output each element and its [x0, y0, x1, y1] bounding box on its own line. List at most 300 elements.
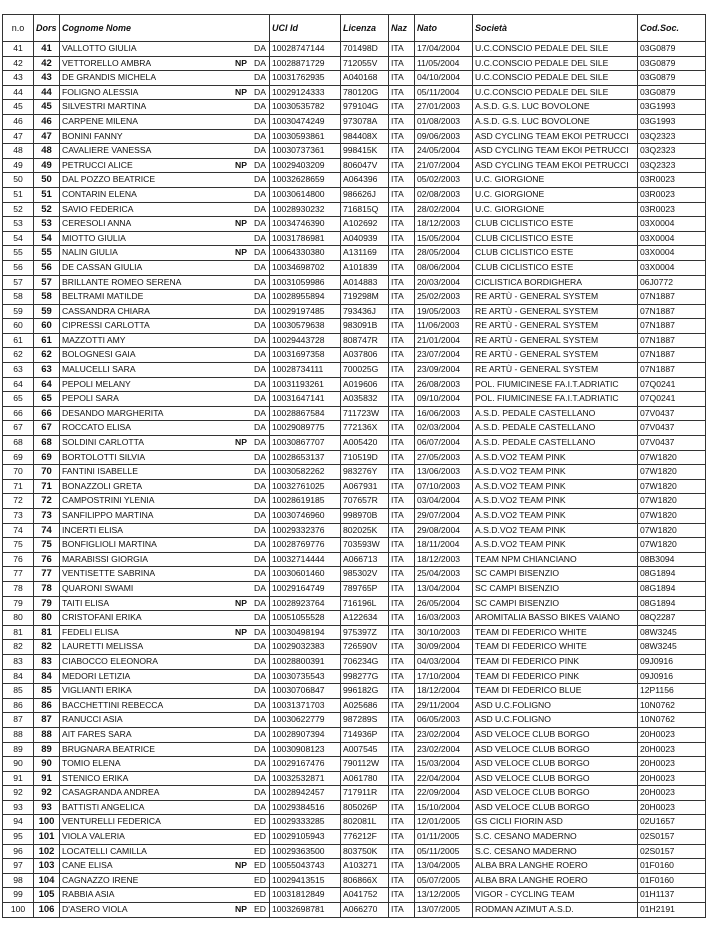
cell-no: 44 — [3, 85, 34, 100]
cell-licenza: 711723W — [341, 406, 389, 421]
cell-cod-soc: 07W1820 — [638, 523, 706, 538]
cell-licenza: 793436J — [341, 304, 389, 319]
cell-no: 66 — [3, 406, 34, 421]
category: ED — [254, 860, 266, 871]
category: DA — [254, 145, 266, 156]
cell-licenza: 986626J — [341, 187, 389, 202]
cell-cod-soc: 03R0023 — [638, 187, 706, 202]
header-uci-id: UCI Id — [270, 15, 341, 42]
rider-name: BELTRAMI MATILDE — [62, 291, 144, 302]
table-row — [3, 888, 706, 903]
np-flag: NP — [235, 159, 247, 170]
cell-naz: ITA — [389, 290, 415, 305]
cell-no: 59 — [3, 304, 34, 319]
cell-societa: TEAM DI FEDERICO BLUE — [473, 684, 638, 699]
table-row — [3, 71, 706, 86]
cell-no: 91 — [3, 771, 34, 786]
table-row — [3, 596, 706, 611]
cell-dors: 84 — [34, 669, 60, 684]
cell-naz: ITA — [389, 669, 415, 684]
cell-dors: 103 — [34, 859, 60, 874]
cell-societa: CLUB CICLISTICO ESTE — [473, 246, 638, 261]
cell-societa: TEAM DI FEDERICO WHITE — [473, 640, 638, 655]
category: DA — [254, 101, 266, 112]
cell-name — [60, 596, 270, 611]
category: DA — [254, 422, 266, 433]
cell-nato: 22/04/2004 — [415, 771, 473, 786]
cell-no: 80 — [3, 611, 34, 626]
cell-licenza: 975397Z — [341, 625, 389, 640]
cell-no: 81 — [3, 625, 34, 640]
cell-societa: RE ARTÙ - GENERAL SYSTEM — [473, 290, 638, 305]
rider-name: PEPOLI MELANY — [62, 378, 131, 389]
category: DA — [254, 524, 266, 535]
cell-cod-soc: 08G1894 — [638, 581, 706, 596]
cell-cod-soc: 07Q0241 — [638, 377, 706, 392]
cell-licenza: A040939 — [341, 231, 389, 246]
cell-cod-soc: 01H1137 — [638, 888, 706, 903]
cell-no: 65 — [3, 392, 34, 407]
cell-name — [60, 290, 270, 305]
cell-dors: 71 — [34, 479, 60, 494]
category: DA — [254, 655, 266, 666]
cell-cod-soc: 07V0437 — [638, 421, 706, 436]
rider-name: NALIN GIULIA — [62, 247, 118, 258]
cell-naz: ITA — [389, 903, 415, 918]
rider-name: FOLIGNO ALESSIA — [62, 86, 139, 97]
table-row — [3, 129, 706, 144]
cell-no: 76 — [3, 552, 34, 567]
table-row — [3, 144, 706, 159]
cell-dors: 59 — [34, 304, 60, 319]
cell-name — [60, 144, 270, 159]
category: ED — [254, 904, 266, 915]
cell-no: 99 — [3, 888, 34, 903]
cell-cod-soc: 09J0916 — [638, 654, 706, 669]
cell-name — [60, 158, 270, 173]
cell-licenza: A014883 — [341, 275, 389, 290]
cell-no: 96 — [3, 844, 34, 859]
cell-dors: 74 — [34, 523, 60, 538]
cell-societa: ASD VELOCE CLUB BORGO — [473, 800, 638, 815]
cell-no: 60 — [3, 319, 34, 334]
table-row — [3, 713, 706, 728]
cell-dors: 61 — [34, 333, 60, 348]
cell-no: 69 — [3, 450, 34, 465]
cell-uci-id: 10029124333 — [270, 85, 341, 100]
cell-no: 95 — [3, 830, 34, 845]
cell-dors: 52 — [34, 202, 60, 217]
cell-licenza: 700025G — [341, 363, 389, 378]
cell-name — [60, 771, 270, 786]
cell-name — [60, 757, 270, 772]
cell-licenza: A005420 — [341, 436, 389, 451]
cell-dors: 102 — [34, 844, 60, 859]
cell-licenza: A019606 — [341, 377, 389, 392]
cell-uci-id: 10028653137 — [270, 450, 341, 465]
cell-name — [60, 465, 270, 480]
cell-licenza: 803750K — [341, 844, 389, 859]
cell-no: 88 — [3, 727, 34, 742]
rider-name: BACCHETTINI REBECCA — [62, 699, 164, 710]
cell-licenza: A037806 — [341, 348, 389, 363]
category: ED — [254, 831, 266, 842]
category: DA — [254, 188, 266, 199]
table-row — [3, 231, 706, 246]
cell-societa: U.C.CONSCIO PEDALE DEL SILE — [473, 85, 638, 100]
cell-uci-id: 10029443728 — [270, 333, 341, 348]
cell-cod-soc: 03G0879 — [638, 42, 706, 57]
cell-name — [60, 523, 270, 538]
rider-name: DAL POZZO BEATRICE — [62, 174, 156, 185]
table-row — [3, 830, 706, 845]
cell-naz: ITA — [389, 859, 415, 874]
category: DA — [254, 437, 266, 448]
table-row — [3, 290, 706, 305]
category: ED — [254, 874, 266, 885]
cell-dors: 53 — [34, 217, 60, 232]
cell-dors: 72 — [34, 494, 60, 509]
cell-name — [60, 392, 270, 407]
np-flag: NP — [235, 904, 247, 915]
cell-uci-id: 10030737361 — [270, 144, 341, 159]
cell-dors: 92 — [34, 786, 60, 801]
cell-naz: ITA — [389, 202, 415, 217]
cell-name — [60, 800, 270, 815]
category: ED — [254, 845, 266, 856]
category: DA — [254, 553, 266, 564]
cell-nato: 18/11/2004 — [415, 538, 473, 553]
rider-name: VENTISETTE SABRINA — [62, 568, 156, 579]
cell-cod-soc: 03Q2323 — [638, 158, 706, 173]
cell-societa: A.S.D. G.S. LUC BOVOLONE — [473, 100, 638, 115]
cell-licenza: A102692 — [341, 217, 389, 232]
cell-name — [60, 319, 270, 334]
cell-name — [60, 231, 270, 246]
cell-licenza: 998415K — [341, 144, 389, 159]
cell-licenza: A101839 — [341, 260, 389, 275]
cell-no: 89 — [3, 742, 34, 757]
cell-nato: 29/11/2004 — [415, 698, 473, 713]
cell-no: 55 — [3, 246, 34, 261]
cell-naz: ITA — [389, 158, 415, 173]
cell-cod-soc: 07N1887 — [638, 290, 706, 305]
cell-naz: ITA — [389, 217, 415, 232]
category: DA — [254, 407, 266, 418]
cell-dors: 73 — [34, 509, 60, 524]
cell-naz: ITA — [389, 654, 415, 669]
table-row — [3, 158, 706, 173]
cell-name — [60, 640, 270, 655]
cell-dors: 41 — [34, 42, 60, 57]
category: DA — [254, 349, 266, 360]
cell-cod-soc: 20H0023 — [638, 757, 706, 772]
cell-dors: 83 — [34, 654, 60, 669]
cell-nato: 17/04/2004 — [415, 42, 473, 57]
cell-societa: A.S.D.VO2 TEAM PINK — [473, 465, 638, 480]
cell-no: 87 — [3, 713, 34, 728]
cell-uci-id: 10029167476 — [270, 757, 341, 772]
cell-licenza: 983091B — [341, 319, 389, 334]
cell-no: 41 — [3, 42, 34, 57]
cell-cod-soc: 07W1820 — [638, 538, 706, 553]
cell-societa: U.C.CONSCIO PEDALE DEL SILE — [473, 42, 638, 57]
cell-nato: 04/03/2004 — [415, 654, 473, 669]
cell-dors: 65 — [34, 392, 60, 407]
cell-naz: ITA — [389, 392, 415, 407]
cell-name — [60, 815, 270, 830]
cell-societa: ASD VELOCE CLUB BORGO — [473, 757, 638, 772]
header-name: Cognome Nome — [60, 15, 270, 42]
cell-no: 75 — [3, 538, 34, 553]
cell-uci-id: 10031697358 — [270, 348, 341, 363]
cell-naz: ITA — [389, 786, 415, 801]
cell-licenza: 710519D — [341, 450, 389, 465]
cell-name — [60, 479, 270, 494]
cell-uci-id: 10029105943 — [270, 830, 341, 845]
cell-uci-id: 10028867584 — [270, 406, 341, 421]
cell-dors: 67 — [34, 421, 60, 436]
cell-nato: 05/07/2005 — [415, 873, 473, 888]
rider-name: DE GRANDIS MICHELA — [62, 72, 157, 83]
category: ED — [254, 816, 266, 827]
cell-no: 93 — [3, 800, 34, 815]
cell-no: 92 — [3, 786, 34, 801]
rider-name: RABBIA ASIA — [62, 889, 115, 900]
start-list-table — [2, 14, 706, 918]
table-row — [3, 479, 706, 494]
cell-naz: ITA — [389, 260, 415, 275]
cell-no: 46 — [3, 114, 34, 129]
cell-no: 74 — [3, 523, 34, 538]
cell-licenza: A035832 — [341, 392, 389, 407]
np-flag: NP — [235, 247, 247, 258]
rider-name: CARPENE MILENA — [62, 115, 138, 126]
rider-name: D'ASERO VIOLA — [62, 904, 128, 915]
header-no: n.o — [3, 15, 34, 42]
cell-licenza: 998970B — [341, 509, 389, 524]
cell-uci-id: 10030746960 — [270, 509, 341, 524]
cell-dors: 54 — [34, 231, 60, 246]
cell-dors: 89 — [34, 742, 60, 757]
cell-cod-soc: 03G0879 — [638, 85, 706, 100]
cell-cod-soc: 03Q2323 — [638, 129, 706, 144]
np-flag: NP — [235, 86, 247, 97]
rider-name: VALLOTTO GIULIA — [62, 43, 137, 53]
cell-naz: ITA — [389, 538, 415, 553]
cell-cod-soc: 07N1887 — [638, 363, 706, 378]
table-row — [3, 903, 706, 918]
cell-name — [60, 363, 270, 378]
table-row — [3, 465, 706, 480]
cell-societa: A.S.D. PEDALE CASTELLANO — [473, 421, 638, 436]
cell-uci-id: 10028923764 — [270, 596, 341, 611]
cell-nato: 23/07/2004 — [415, 348, 473, 363]
cell-nato: 23/02/2004 — [415, 727, 473, 742]
cell-dors: 43 — [34, 71, 60, 86]
cell-cod-soc: 07W1820 — [638, 465, 706, 480]
table-row — [3, 333, 706, 348]
cell-dors: 85 — [34, 684, 60, 699]
category: DA — [254, 801, 266, 812]
cell-cod-soc: 07V0437 — [638, 406, 706, 421]
cell-naz: ITA — [389, 873, 415, 888]
cell-uci-id: 10064330380 — [270, 246, 341, 261]
cell-uci-id: 10032698781 — [270, 903, 341, 918]
cell-nato: 01/08/2003 — [415, 114, 473, 129]
cell-nato: 15/03/2004 — [415, 757, 473, 772]
table-row — [3, 450, 706, 465]
cell-uci-id: 10032628659 — [270, 173, 341, 188]
cell-nato: 21/07/2004 — [415, 158, 473, 173]
cell-societa: A.S.D.VO2 TEAM PINK — [473, 538, 638, 553]
cell-nato: 29/07/2004 — [415, 509, 473, 524]
cell-societa: SC CAMPI BISENZIO — [473, 567, 638, 582]
cell-licenza: A066713 — [341, 552, 389, 567]
cell-licenza: 805026P — [341, 800, 389, 815]
table-row — [3, 581, 706, 596]
cell-cod-soc: 01H2191 — [638, 903, 706, 918]
cell-licenza: 806047V — [341, 158, 389, 173]
cell-nato: 08/06/2004 — [415, 260, 473, 275]
cell-licenza: A040168 — [341, 71, 389, 86]
cell-name — [60, 684, 270, 699]
category: DA — [254, 364, 266, 375]
cell-naz: ITA — [389, 596, 415, 611]
cell-naz: ITA — [389, 231, 415, 246]
cell-no: 57 — [3, 275, 34, 290]
cell-naz: ITA — [389, 333, 415, 348]
cell-uci-id: 10030593861 — [270, 129, 341, 144]
cell-cod-soc: 08B3094 — [638, 552, 706, 567]
cell-licenza: 808747R — [341, 333, 389, 348]
cell-societa: ASD VELOCE CLUB BORGO — [473, 727, 638, 742]
cell-dors: 42 — [34, 56, 60, 71]
cell-no: 90 — [3, 757, 34, 772]
cell-naz: ITA — [389, 552, 415, 567]
cell-no: 85 — [3, 684, 34, 699]
cell-no: 51 — [3, 187, 34, 202]
cell-name — [60, 85, 270, 100]
cell-no: 48 — [3, 144, 34, 159]
cell-uci-id: 10031059986 — [270, 275, 341, 290]
table-row — [3, 509, 706, 524]
cell-name — [60, 217, 270, 232]
cell-societa: TEAM DI FEDERICO WHITE — [473, 625, 638, 640]
cell-societa: CLUB CICLISTICO ESTE — [473, 217, 638, 232]
cell-societa: U.C.CONSCIO PEDALE DEL SILE — [473, 56, 638, 71]
rider-name: INCERTI ELISA — [62, 524, 123, 535]
table-row — [3, 771, 706, 786]
cell-no: 63 — [3, 363, 34, 378]
cell-nato: 23/02/2004 — [415, 742, 473, 757]
cell-dors: 46 — [34, 114, 60, 129]
cell-cod-soc: 03R0023 — [638, 202, 706, 217]
cell-cod-soc: 07N1887 — [638, 304, 706, 319]
rider-name: TOMIO ELENA — [62, 758, 121, 769]
cell-no: 64 — [3, 377, 34, 392]
cell-societa: RE ARTÙ - GENERAL SYSTEM — [473, 319, 638, 334]
cell-name — [60, 742, 270, 757]
rider-name: CRISTOFANI ERIKA — [62, 612, 142, 623]
table-row — [3, 654, 706, 669]
cell-naz: ITA — [389, 173, 415, 188]
cell-naz: ITA — [389, 246, 415, 261]
cell-naz: ITA — [389, 509, 415, 524]
cell-licenza: 780120G — [341, 85, 389, 100]
cell-cod-soc: 01F0160 — [638, 859, 706, 874]
category: DA — [254, 232, 266, 243]
cell-naz: ITA — [389, 85, 415, 100]
table-row — [3, 727, 706, 742]
rider-name: PETRUCCI ALICE — [62, 159, 133, 170]
rider-name: SAVIO FEDERICA — [62, 203, 134, 214]
category: DA — [254, 393, 266, 404]
rider-name: CERESOLI ANNA — [62, 218, 132, 229]
cell-societa: U.C. GIORGIONE — [473, 202, 638, 217]
cell-no: 94 — [3, 815, 34, 830]
cell-name — [60, 509, 270, 524]
rider-name: BRILLANTE ROMEO SERENA — [62, 276, 182, 287]
cell-name — [60, 100, 270, 115]
cell-naz: ITA — [389, 771, 415, 786]
cell-societa: CICLISTICA BORDIGHERA — [473, 275, 638, 290]
cell-licenza: 983276Y — [341, 465, 389, 480]
cell-societa: ASD VELOCE CLUB BORGO — [473, 771, 638, 786]
cell-naz: ITA — [389, 640, 415, 655]
rider-name: BATTISTI ANGELICA — [62, 801, 145, 812]
cell-dors: 62 — [34, 348, 60, 363]
cell-no: 100 — [3, 903, 34, 918]
cell-uci-id: 10030735543 — [270, 669, 341, 684]
cell-naz: ITA — [389, 757, 415, 772]
cell-naz: ITA — [389, 114, 415, 129]
cell-cod-soc: 02S0157 — [638, 844, 706, 859]
cell-societa: SC CAMPI BISENZIO — [473, 596, 638, 611]
cell-nato: 28/05/2004 — [415, 246, 473, 261]
cell-dors: 55 — [34, 246, 60, 261]
cell-societa: TEAM DI FEDERICO PINK — [473, 669, 638, 684]
cell-dors: 80 — [34, 611, 60, 626]
cell-uci-id: 10029333285 — [270, 815, 341, 830]
cell-societa: A.S.D.VO2 TEAM PINK — [473, 450, 638, 465]
cell-uci-id: 10028871729 — [270, 56, 341, 71]
cell-societa: ASD CYCLING TEAM EKOI PETRUCCI — [473, 158, 638, 173]
table-row — [3, 260, 706, 275]
cell-name — [60, 42, 270, 57]
category: DA — [254, 495, 266, 506]
cell-uci-id: 10031371703 — [270, 698, 341, 713]
cell-name — [60, 71, 270, 86]
cell-nato: 02/08/2003 — [415, 187, 473, 202]
cell-dors: 78 — [34, 581, 60, 596]
cell-no: 52 — [3, 202, 34, 217]
table-row — [3, 406, 706, 421]
category: DA — [254, 276, 266, 287]
cell-cod-soc: 08W3245 — [638, 640, 706, 655]
cell-societa: AROMITALIA BASSO BIKES VAIANO — [473, 611, 638, 626]
cell-dors: 91 — [34, 771, 60, 786]
cell-no: 58 — [3, 290, 34, 305]
cell-uci-id: 10030706847 — [270, 684, 341, 699]
cell-dors: 66 — [34, 406, 60, 421]
table-row — [3, 275, 706, 290]
cell-uci-id: 10029089775 — [270, 421, 341, 436]
cell-nato: 05/11/2004 — [415, 85, 473, 100]
table-row — [3, 377, 706, 392]
table-row — [3, 363, 706, 378]
cell-name — [60, 260, 270, 275]
